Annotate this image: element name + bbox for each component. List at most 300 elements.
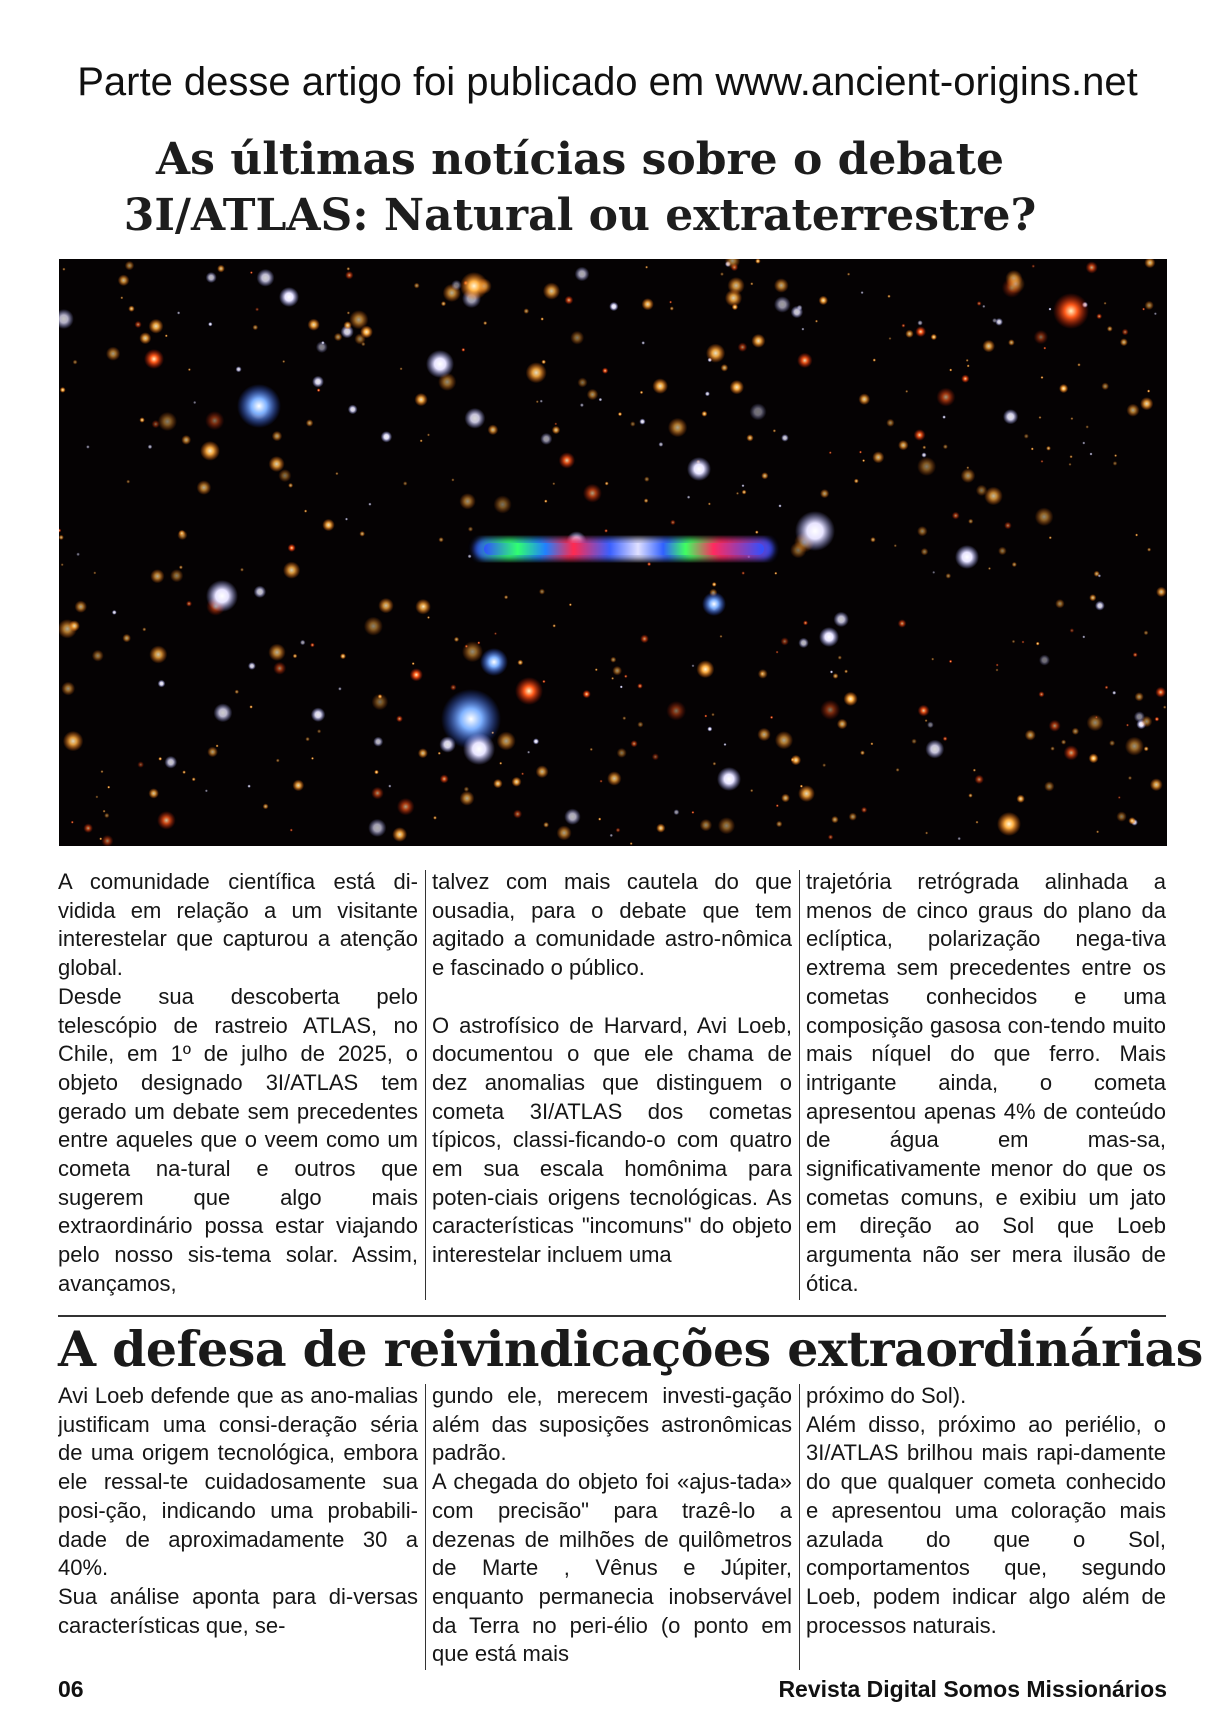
section-title: A defesa de reivindicações extraordinárias [58, 1320, 1203, 1378]
star [99, 837, 102, 840]
star [844, 670, 848, 674]
star [459, 493, 475, 509]
star [1059, 384, 1068, 393]
star [647, 562, 651, 566]
star [961, 375, 969, 383]
star [833, 673, 839, 679]
star [193, 401, 196, 404]
star [345, 271, 353, 279]
star [1126, 724, 1129, 727]
headline [60, 132, 1100, 244]
star [770, 716, 773, 719]
star [778, 504, 781, 507]
star [440, 774, 449, 783]
star [982, 340, 995, 353]
star [1156, 587, 1166, 597]
star [216, 744, 219, 747]
star [1109, 740, 1115, 746]
star [798, 638, 808, 648]
star [76, 553, 80, 557]
star [712, 582, 717, 587]
star [1031, 447, 1034, 450]
star [815, 320, 818, 323]
star [1128, 817, 1135, 824]
star [952, 512, 960, 520]
bright-star [1053, 293, 1089, 329]
star [644, 477, 649, 482]
star [637, 722, 643, 728]
star [371, 787, 384, 800]
star [1089, 594, 1096, 601]
star [410, 668, 423, 681]
star [254, 586, 266, 598]
star [103, 810, 106, 813]
star [483, 321, 487, 325]
star [165, 334, 168, 337]
star [659, 442, 664, 447]
star [541, 360, 546, 365]
star [849, 813, 857, 821]
star [917, 457, 936, 476]
column-divider [799, 870, 800, 1300]
star [250, 271, 253, 274]
star [415, 599, 431, 615]
star [347, 311, 350, 314]
star [736, 492, 739, 495]
star [781, 794, 790, 803]
star [112, 610, 117, 615]
star [921, 452, 926, 457]
star [276, 759, 280, 763]
star [642, 298, 654, 310]
star [757, 728, 770, 741]
star [1107, 326, 1113, 332]
star [541, 317, 544, 320]
star [859, 393, 871, 405]
star [1012, 562, 1017, 567]
star [347, 267, 351, 271]
star [775, 731, 793, 749]
star [595, 668, 598, 671]
star [1089, 753, 1099, 763]
star [149, 788, 159, 798]
star [1134, 711, 1145, 722]
star [1135, 692, 1144, 701]
star [62, 268, 65, 271]
star [886, 419, 894, 427]
star [704, 715, 707, 718]
star [708, 502, 711, 505]
star [750, 403, 767, 420]
star [181, 435, 191, 445]
bright-star [702, 592, 726, 616]
star [157, 811, 176, 830]
star [205, 789, 208, 792]
star [1070, 455, 1073, 458]
star [1101, 383, 1109, 391]
star [308, 319, 320, 331]
star [943, 444, 948, 449]
star [998, 547, 1007, 556]
star [381, 431, 392, 442]
star [122, 634, 131, 643]
star [751, 334, 765, 348]
star [1017, 795, 1025, 803]
star [861, 291, 864, 294]
star [288, 483, 293, 488]
star [773, 429, 776, 432]
source-note: Parte desse artigo foi publicado em www.ancient-origins.net [77, 60, 1138, 104]
star [340, 653, 346, 659]
star [126, 480, 130, 484]
column-divider [425, 1384, 426, 1670]
star [834, 612, 849, 627]
star [526, 362, 547, 383]
star [128, 306, 134, 312]
star [1086, 261, 1098, 273]
star [1035, 508, 1054, 527]
article-top-column-1 [58, 868, 418, 1300]
star [791, 306, 803, 318]
star [118, 275, 130, 287]
star [750, 789, 753, 792]
paragraph: Além disso, próximo ao periélio, o 3I/ATLAS brilhou mais rapi-damente do que qualquer cometa conhecido e apresentou uma coloração mais azulada do que o Sol, comportamentos que, segundo Loeb, podem indicar algo além de processos naturais. [806, 1411, 1166, 1638]
star [1116, 811, 1126, 821]
star [269, 456, 285, 472]
star [414, 283, 420, 289]
star [995, 318, 1003, 326]
star [1039, 655, 1050, 666]
star [253, 325, 259, 331]
star [311, 708, 325, 722]
star [611, 677, 614, 680]
star [1113, 461, 1118, 466]
star [870, 742, 873, 745]
star [1004, 522, 1012, 530]
star [922, 446, 926, 450]
star [272, 431, 282, 441]
star [639, 419, 645, 425]
star [186, 601, 192, 607]
bright-star [144, 349, 164, 369]
star [278, 469, 291, 482]
star [107, 786, 110, 789]
star [616, 828, 621, 833]
star [248, 662, 256, 670]
star [1155, 717, 1160, 722]
star [148, 445, 153, 450]
star [931, 658, 934, 661]
star [178, 530, 185, 537]
star [454, 637, 459, 642]
star [1041, 460, 1044, 463]
star [889, 337, 892, 340]
star [1090, 453, 1093, 456]
star [521, 772, 524, 775]
star [536, 400, 539, 403]
star [936, 388, 955, 407]
star [512, 777, 522, 787]
article-top-column-2 [432, 868, 792, 1300]
star [149, 646, 167, 664]
star [517, 660, 523, 666]
star [293, 654, 298, 659]
star [968, 793, 972, 797]
star [392, 827, 407, 842]
star [1128, 776, 1132, 780]
star [742, 490, 747, 495]
star [578, 378, 588, 388]
star [583, 484, 602, 503]
star [439, 537, 444, 542]
star [1049, 720, 1061, 732]
star [71, 821, 74, 824]
star [374, 770, 379, 775]
star [468, 554, 472, 558]
star [373, 737, 383, 747]
article-bottom-column-3 [806, 1382, 1166, 1670]
star [844, 692, 858, 706]
star [973, 769, 976, 772]
star [612, 666, 622, 676]
star [706, 344, 725, 363]
magazine-name: Revista Digital Somos Missionários [778, 1676, 1167, 1702]
star [604, 529, 608, 533]
star [293, 780, 305, 792]
star [338, 687, 342, 691]
star [1070, 417, 1073, 420]
star [305, 737, 309, 741]
star [335, 472, 338, 475]
article-top [58, 868, 1166, 1300]
star [598, 818, 601, 821]
star [179, 565, 183, 569]
star [540, 400, 543, 403]
bright-star [463, 733, 495, 765]
star [705, 391, 710, 396]
star [310, 643, 315, 648]
star [433, 816, 437, 820]
star [205, 411, 224, 430]
star [397, 798, 415, 816]
star [543, 822, 549, 828]
star [139, 417, 144, 422]
star [894, 544, 897, 547]
star [468, 527, 473, 532]
star [630, 842, 633, 845]
paragraph: próximo do Sol). [806, 1383, 967, 1408]
star [412, 662, 415, 665]
star [781, 637, 789, 645]
star [728, 277, 745, 294]
star [967, 364, 970, 367]
star [464, 787, 469, 792]
star [552, 426, 560, 434]
star [101, 770, 104, 773]
star [872, 451, 884, 463]
star [1082, 442, 1085, 445]
star [311, 757, 314, 760]
star [861, 807, 867, 813]
headline-line-1: As últimas notícias sobre o debate [155, 134, 1004, 185]
star [150, 569, 164, 583]
star [738, 342, 748, 352]
star [1025, 730, 1036, 741]
star [188, 368, 191, 371]
star [1155, 687, 1166, 698]
star [742, 484, 745, 487]
star [911, 739, 916, 744]
star [1122, 329, 1129, 336]
star [69, 620, 80, 631]
star [925, 832, 928, 835]
star [996, 664, 999, 667]
star [774, 572, 777, 575]
star [1133, 652, 1138, 657]
star [139, 332, 151, 344]
star [152, 420, 160, 428]
star [1163, 706, 1166, 709]
star [901, 324, 905, 328]
star [427, 433, 430, 436]
star [776, 821, 782, 827]
star [1104, 302, 1107, 305]
star [255, 307, 259, 311]
bright-star [426, 350, 454, 378]
star [214, 703, 233, 722]
star [1086, 425, 1089, 428]
star [644, 498, 649, 503]
star [1022, 641, 1025, 644]
star [610, 657, 616, 663]
star [958, 837, 961, 840]
star [820, 489, 829, 498]
star [1118, 796, 1121, 799]
star [977, 301, 982, 306]
star [761, 472, 768, 479]
star [1125, 737, 1144, 756]
star [873, 358, 876, 361]
star [630, 421, 635, 426]
star [774, 296, 791, 313]
star [460, 791, 475, 806]
star [605, 482, 609, 486]
star [656, 824, 665, 833]
star [927, 722, 934, 729]
star [1003, 409, 1018, 424]
star [450, 684, 456, 690]
star [917, 526, 927, 536]
star [1144, 630, 1149, 635]
star [418, 748, 428, 758]
star [1145, 301, 1154, 310]
star [750, 282, 753, 285]
column-divider [425, 870, 426, 1300]
star [837, 719, 848, 730]
star [61, 563, 64, 566]
star [75, 601, 87, 613]
star [755, 530, 759, 534]
star [800, 785, 803, 788]
star [1039, 691, 1045, 697]
star [724, 743, 727, 746]
star [1006, 275, 1025, 294]
star [590, 748, 593, 751]
star [624, 675, 628, 679]
star [317, 729, 321, 733]
column-divider [799, 1384, 800, 1670]
star [451, 478, 454, 481]
star [697, 660, 715, 678]
star [378, 598, 393, 613]
star [283, 562, 300, 579]
star [1055, 599, 1064, 608]
bright-star [515, 677, 543, 705]
star [1135, 534, 1138, 537]
star [631, 740, 638, 747]
star [746, 434, 753, 441]
star [996, 669, 999, 672]
star [321, 341, 325, 345]
star [932, 571, 935, 574]
star [240, 568, 244, 572]
star [208, 322, 212, 326]
star [543, 283, 560, 300]
star [599, 398, 603, 402]
bright-star [795, 511, 835, 551]
bright-star [687, 457, 711, 481]
star [494, 495, 512, 513]
star [1039, 416, 1042, 419]
star [1147, 390, 1150, 393]
star [781, 434, 789, 442]
star [312, 376, 324, 388]
star [1072, 728, 1079, 735]
star [803, 620, 808, 625]
star [798, 785, 815, 802]
star [674, 809, 680, 815]
star [359, 531, 365, 537]
star [95, 795, 98, 798]
star [462, 641, 483, 662]
star [564, 809, 580, 825]
star [247, 785, 250, 788]
star [1050, 746, 1054, 750]
star [652, 378, 668, 394]
star [988, 567, 991, 570]
star [898, 440, 908, 450]
star [524, 308, 530, 314]
star [776, 804, 779, 807]
star [192, 777, 196, 781]
star [640, 391, 643, 394]
star [580, 403, 584, 407]
star [306, 419, 313, 426]
star [776, 651, 779, 654]
star [887, 295, 890, 298]
star [348, 405, 358, 415]
star [1041, 376, 1044, 379]
star [645, 266, 648, 269]
star [263, 804, 269, 810]
star [345, 518, 348, 521]
star [559, 452, 575, 468]
star [539, 589, 545, 595]
star [640, 634, 649, 643]
star [905, 330, 913, 338]
star [668, 418, 687, 437]
bright-star [480, 648, 508, 676]
